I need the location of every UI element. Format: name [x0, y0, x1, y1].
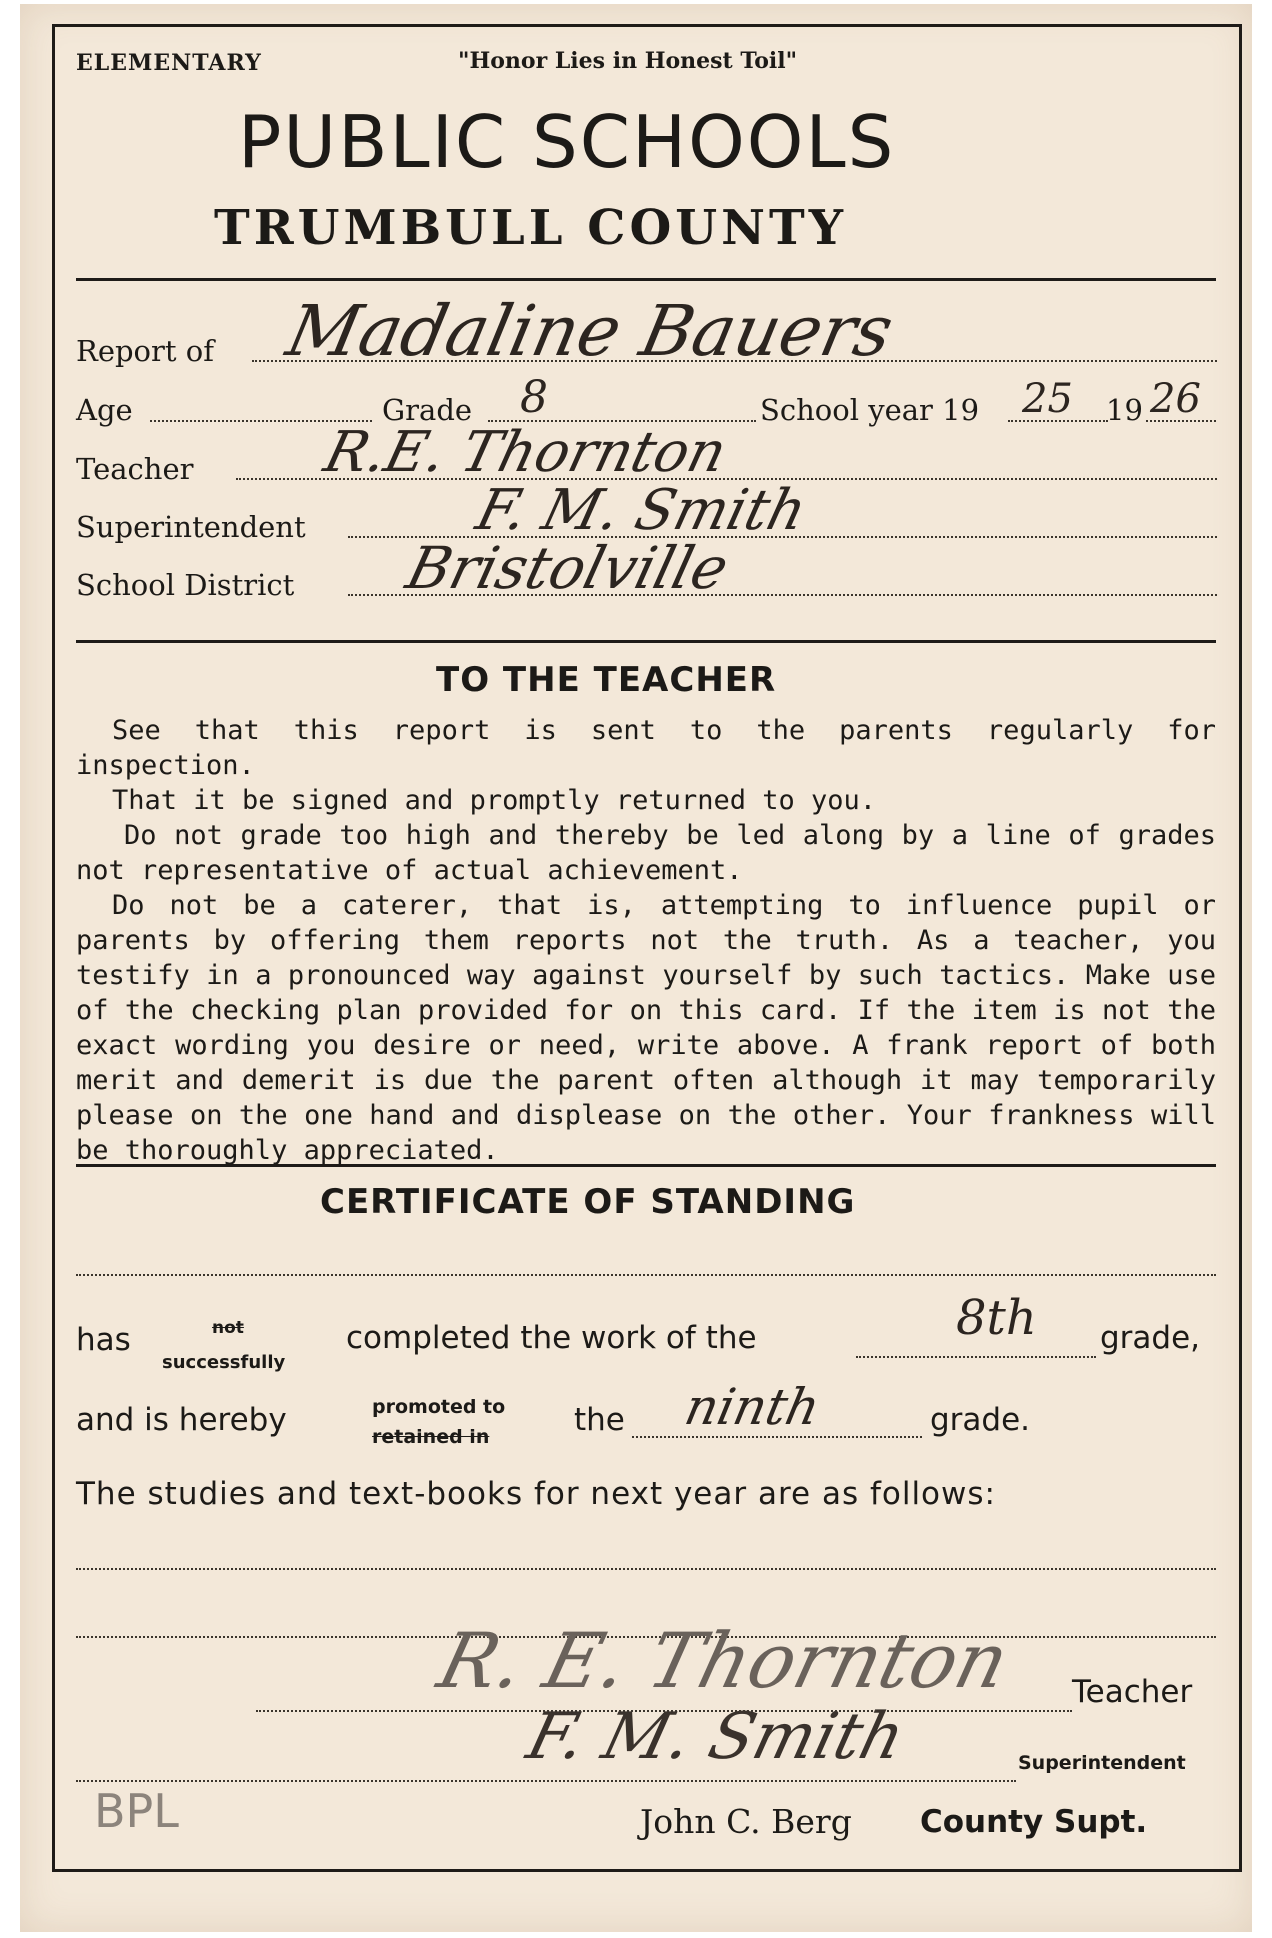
- age-label: Age: [76, 393, 133, 427]
- studies-text: The studies and text-books for next year are as follows:: [76, 1476, 996, 1512]
- to-teacher-paragraph-1: See that this report is sent to the parents regularly for inspection.: [76, 715, 1216, 781]
- grade-comma-text: grade,: [1100, 1320, 1201, 1356]
- school-year-mid: 19: [1106, 393, 1143, 427]
- retained-in-struck: retained in: [372, 1426, 490, 1448]
- elementary-label: ELEMENTARY: [76, 50, 262, 76]
- certificate-line: [76, 1274, 1216, 1276]
- district-value: Bristolville: [400, 534, 736, 602]
- year-start: 25: [1022, 376, 1073, 422]
- and-is-hereby-text: and is hereby: [76, 1402, 287, 1438]
- county-supt-name: John C. Berg: [640, 1802, 852, 1841]
- has-text: has: [76, 1322, 131, 1358]
- superintendent-signature: F. M. Smith: [520, 1700, 912, 1774]
- not-struck: not: [212, 1318, 244, 1338]
- student-name: Madaline Bauers: [280, 290, 900, 372]
- studies-line-1: [76, 1568, 1216, 1570]
- grade-label: Grade: [382, 393, 473, 427]
- motto: "Honor Lies in Honest Toil": [458, 48, 798, 74]
- completed-text: completed the work of the: [346, 1320, 757, 1356]
- completed-grade-line: [856, 1356, 1096, 1358]
- superintendent-signature-line: [76, 1780, 1016, 1782]
- promoted-to-text: promoted to: [372, 1396, 506, 1418]
- watermark: BPL: [94, 1784, 179, 1838]
- county-supt-label: County Supt.: [920, 1804, 1148, 1840]
- successfully-text: successfully: [162, 1352, 286, 1373]
- next-grade: ninth: [680, 1378, 826, 1436]
- school-year-label: School year 19: [760, 393, 980, 427]
- certificate-heading: CERTIFICATE OF STANDING: [320, 1182, 856, 1222]
- completed-grade: 8th: [956, 1290, 1037, 1346]
- to-teacher-heading: TO THE TEACHER: [436, 660, 777, 700]
- to-teacher-paragraph-3: Do not grade too high and thereby be led along by a line of grades not representative of actual achievement.: [76, 820, 1216, 886]
- superintendent-value: F. M. Smith: [470, 478, 813, 543]
- year-end: 26: [1150, 376, 1201, 422]
- the-text: the: [574, 1402, 625, 1438]
- superintendent-signature-label: Superintendent: [1018, 1752, 1186, 1774]
- teacher-label: Teacher: [76, 452, 194, 486]
- divider-lower: [76, 1164, 1216, 1167]
- next-grade-line: [632, 1436, 922, 1438]
- teacher-signature-label: Teacher: [1072, 1674, 1193, 1710]
- page-title: PUBLIC SCHOOLS: [238, 100, 896, 184]
- superintendent-label: Superintendent: [76, 510, 306, 544]
- teacher-value: R.E. Thornton: [318, 420, 733, 485]
- district-label: School District: [76, 568, 295, 602]
- divider-middle: [76, 640, 1216, 643]
- county-title: TRUMBULL COUNTY: [214, 200, 847, 256]
- to-teacher-paragraph-4: Do not be a caterer, that is, attempting to influence pupil or parents by offering them reports not the truth. As a teacher, you testify in a pronounced way against yourself by such tactics. Make use of the checking plan provided for on this card. If the item is not the exact wording you desire or need, write above. A frank report of both merit and demerit is due the parent often although it may temporarily please on the one hand and displease on the other. Your frankness will be thoroughly appreciated.: [76, 890, 1216, 1166]
- grade-value: 8: [520, 372, 548, 423]
- divider-top: [76, 278, 1216, 281]
- grade-period-text: grade.: [930, 1402, 1031, 1438]
- teacher-signature: R. E. Thornton: [430, 1616, 1018, 1705]
- to-teacher-paragraph-2: That it be signed and promptly returned to you.: [112, 785, 877, 816]
- report-of-label: Report of: [76, 334, 214, 368]
